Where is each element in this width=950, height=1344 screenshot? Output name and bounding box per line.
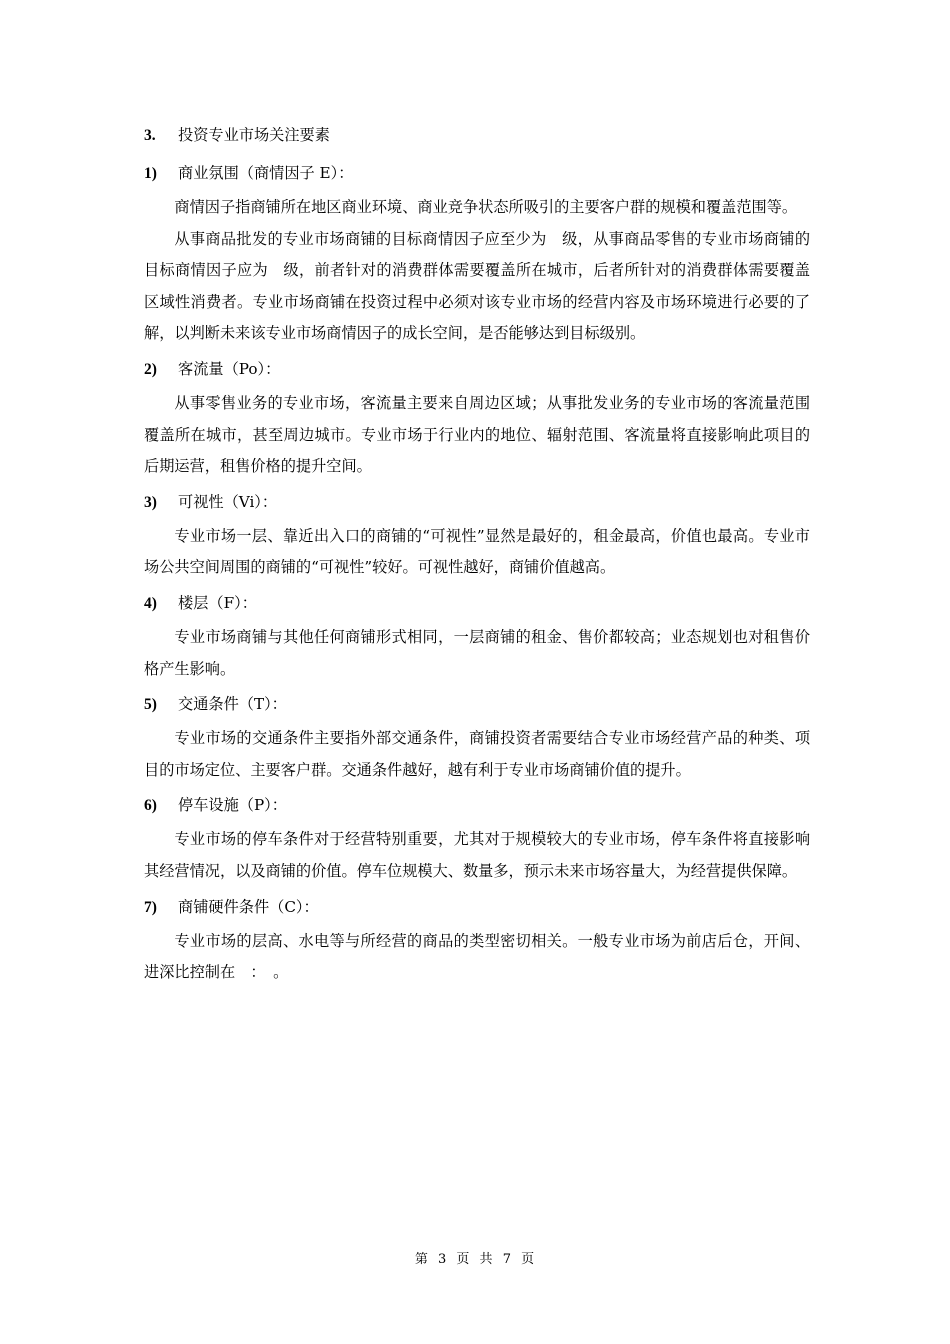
paragraph: 专业市场的层高、水电等与所经营的商品的类型密切相关。一般专业市场为前店后仓，开间、进深比控制在 ： 。	[144, 931, 810, 982]
item-number: 5)	[144, 696, 157, 714]
paragraph: 专业市场一层、靠近出入口的商铺的“可视性”显然是最好的，租金最高，价值也最高。专业市场公共空间周围的商铺的“可视性”较好。可视性越好，商铺价值越高。	[144, 526, 810, 577]
paragraph: 专业市场的交通条件主要指外部交通条件，商铺投资者需要结合专业市场经营产品的种类、项目的市场定位、主要客户群。交通条件越好，越有利于专业市场商铺价值的提升。	[144, 729, 810, 779]
item-heading-hardware	[144, 888, 810, 926]
item-number: 3)	[144, 493, 157, 511]
item-title: 客流量（Po）：	[178, 359, 281, 378]
item-heading-customer-flow	[144, 350, 810, 388]
paragraph: 专业市场的停车条件对于经营特别重要，尤其对于规模较大的专业市场，停车条件将直接影响其经营情况，以及商铺的价值。停车位规模大、数量多，预示未来市场容量大，为经营提供保障。	[144, 830, 810, 880]
item-heading-traffic	[144, 685, 810, 723]
item-number: 7)	[144, 898, 157, 916]
item-heading-business-atmosphere	[144, 154, 810, 192]
item-heading-floor	[144, 584, 810, 622]
item-title: 交通条件（T）：	[178, 695, 287, 714]
item-number: 1)	[144, 165, 157, 182]
paragraph: 从事商品批发的专业市场商铺的目标商情因子应至少为 级，从事商品零售的专业市场商铺的目标商情因子应为 级，前者针对的消费群体需要覆盖所在城市，后者所针对的消费群体需要覆盖区域性消费者。专业市场商铺在投资过程中必须对该专业市场的经营内容及市场环境进行必要的了解，以判断未来该专业市场商情因子的成长空间，是否能够达到目标级别。	[144, 229, 810, 343]
item-number: 6)	[144, 797, 157, 815]
item-heading-parking	[144, 786, 810, 824]
section-number: 3.	[144, 127, 156, 144]
item-title: 商铺硬件条件（C）：	[178, 897, 319, 916]
item-heading-visibility	[144, 483, 810, 521]
item-title: 商业氛围（商情因子 E）：	[178, 164, 354, 182]
paragraph: 从事零售业务的专业市场，客流量主要来自周边区域；从事批发业务的专业市场的客流量范围覆盖所在城市，甚至周边城市。专业市场于行业内的地位、辐射范围、客流量将直接影响此项目的后期运营，租售价格的提升空间。	[144, 393, 810, 476]
paragraph: 商情因子指商铺所在地区商业环境、商业竞争状态所吸引的主要客户群的规模和覆盖范围等。	[174, 198, 798, 216]
page-footer: 第 3 页 共 7 页	[414, 1252, 536, 1267]
item-number: 4)	[144, 594, 157, 612]
item-number: 2)	[144, 360, 157, 378]
item-title: 停车设施（P）：	[178, 796, 287, 815]
page-content	[144, 116, 810, 989]
section-heading	[144, 116, 810, 154]
item-title: 可视性（Vi）：	[178, 492, 278, 511]
item-title: 楼层（F）：	[178, 593, 257, 612]
paragraph: 专业市场商铺与其他任何商铺形式相同，一层商铺的租金、售价都较高；业态规划也对租售价格产生影响。	[144, 627, 810, 678]
section-title: 投资专业市场关注要素	[178, 126, 330, 144]
